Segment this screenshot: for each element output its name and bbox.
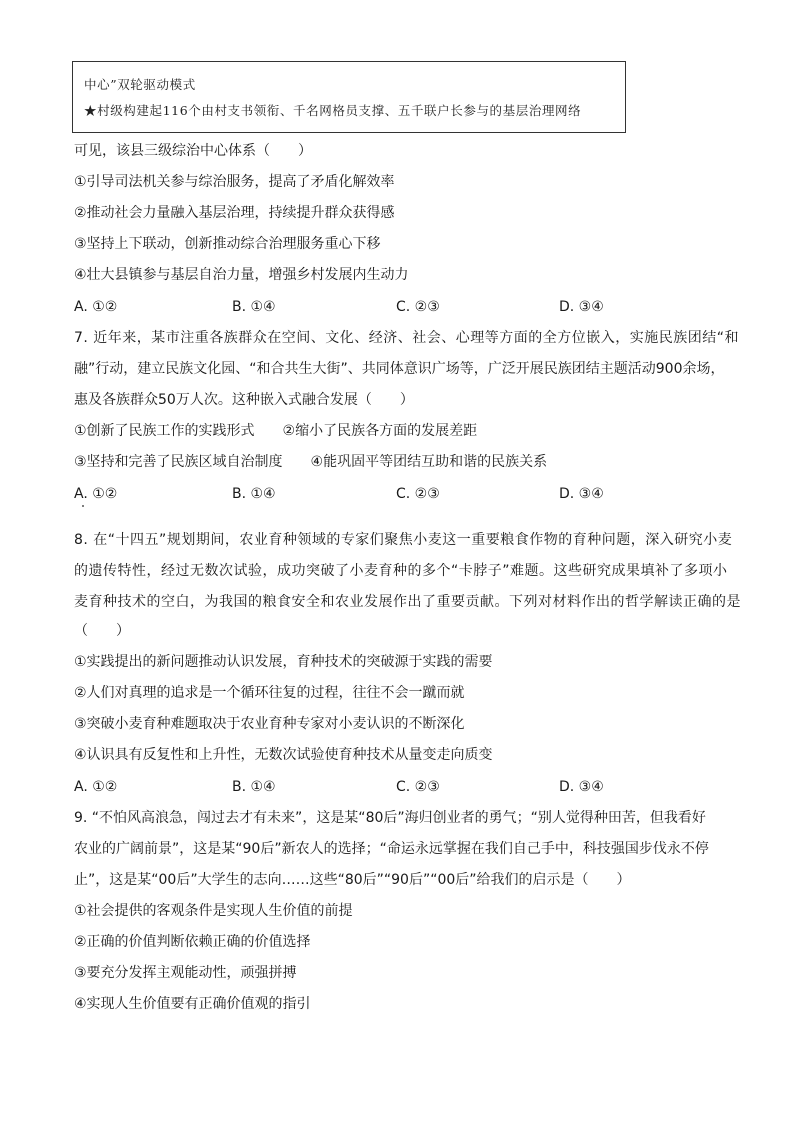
question-stem: 麦育种技术的空白，为我国的粮食安全和农业发展作出了重要贡献。下列对材料作出的哲学解读正确的是	[74, 594, 741, 610]
statement-row: ③坚持和完善了民族区域自治制度 ④能巩固平等团结互助和谐的民族关系	[74, 454, 548, 470]
option-a[interactable]: A. ①②	[74, 486, 118, 502]
answer-options	[74, 297, 714, 317]
question-stem: 可见，该县三级综治中心体系（ ）	[74, 143, 312, 159]
question-stem: 融”行动，建立民族文化园、“和合共生大街”、共同体意识广场等，广泛开展民族团结主题活动900余场，	[74, 361, 725, 377]
question-stem: 农业的广阔前景”，这是某“90后”新农人的选择；“命运永远掌握在我们自己手中，科技强国步伐永不停	[74, 841, 709, 857]
option-b[interactable]: B. ①④	[232, 299, 276, 315]
option-b[interactable]: B. ①④	[232, 779, 276, 795]
option-c[interactable]: C. ②③	[396, 779, 440, 795]
statement-item: ④实现人生价值要有正确价值观的指引	[74, 996, 311, 1012]
statement-item: ②推动社会力量融入基层治理，持续提升群众获得感	[74, 205, 395, 221]
statement-item: ③突破小麦育种难题取决于农业育种专家对小麦认识的不断深化	[74, 716, 465, 732]
option-a[interactable]: A. ①②	[74, 779, 118, 795]
option-d[interactable]: D. ③④	[559, 779, 604, 795]
option-c[interactable]: C. ②③	[396, 486, 440, 502]
statement-item: ③要充分发挥主观能动性，顽强拼搏	[74, 965, 297, 981]
question-stem: 的遗传特性，经过无数次试验，成功突破了小麦育种的多个“卡脖子”难题。这些研究成果填补了多项小	[74, 563, 728, 579]
statement-item: ④认识具有反复性和上升性，无数次试验使育种技术从量变走向质变	[74, 747, 493, 763]
statement-item: ④壮大县镇参与基层自治力量，增强乡村发展内生动力	[74, 267, 409, 283]
question-stem: 9. “不怕风高浪急，闯过去才有未来”，这是某“80后”海归创业者的勇气；“别人觉得种田苦，但我看好	[74, 810, 706, 826]
statement-item: ③坚持上下联动，创新推动综合治理服务重心下移	[74, 236, 381, 252]
material-line: 中心”双轮驱动模式	[84, 77, 196, 92]
option-c[interactable]: C. ②③	[396, 299, 440, 315]
material-box	[72, 61, 626, 133]
material-line: ★村级构建起116个由村支书领衔、千名网格员支撑、五千联户长参与的基层治理网络	[84, 103, 582, 118]
option-a[interactable]: A. ①②	[74, 299, 118, 315]
option-b[interactable]: B. ①④	[232, 486, 276, 502]
answer-options	[74, 777, 714, 797]
question-stem: 7. 近年来，某市注重各族群众在空间、文化、经济、社会、心理等方面的全方位嵌入，实施民族团结“和	[74, 330, 740, 346]
option-d[interactable]: D. ③④	[559, 299, 604, 315]
statement-item: ①引导司法机关参与综治服务，提高了矛盾化解效率	[74, 174, 395, 190]
statement-item: ②正确的价值判断依赖正确的价值选择	[74, 934, 311, 950]
question-stem: （ ）	[74, 623, 130, 639]
option-d[interactable]: D. ③④	[559, 486, 604, 502]
question-stem: 止”，这是某“00后”大学生的志向……这些“80后”“90后”“00后”给我们的启示是（ ）	[74, 872, 631, 888]
stray-mark	[82, 505, 84, 507]
answer-options	[74, 484, 714, 504]
statement-row: ①创新了民族工作的实践形式 ②缩小了民族各方面的发展差距	[74, 423, 478, 439]
question-stem: 8. 在“十四五”规划期间，农业育种领域的专家们聚焦小麦这一重要粮食作物的育种问题，深入研究小麦	[74, 532, 733, 548]
statement-item: ②人们对真理的追求是一个循环往复的过程，往往不会一蹴而就	[74, 685, 465, 701]
statement-item: ①实践提出的新问题推动认识发展，育种技术的突破源于实践的需要	[74, 654, 493, 670]
question-stem: 惠及各族群众50万人次。这种嵌入式融合发展（ ）	[74, 392, 414, 408]
statement-item: ①社会提供的客观条件是实现人生价值的前提	[74, 903, 353, 919]
